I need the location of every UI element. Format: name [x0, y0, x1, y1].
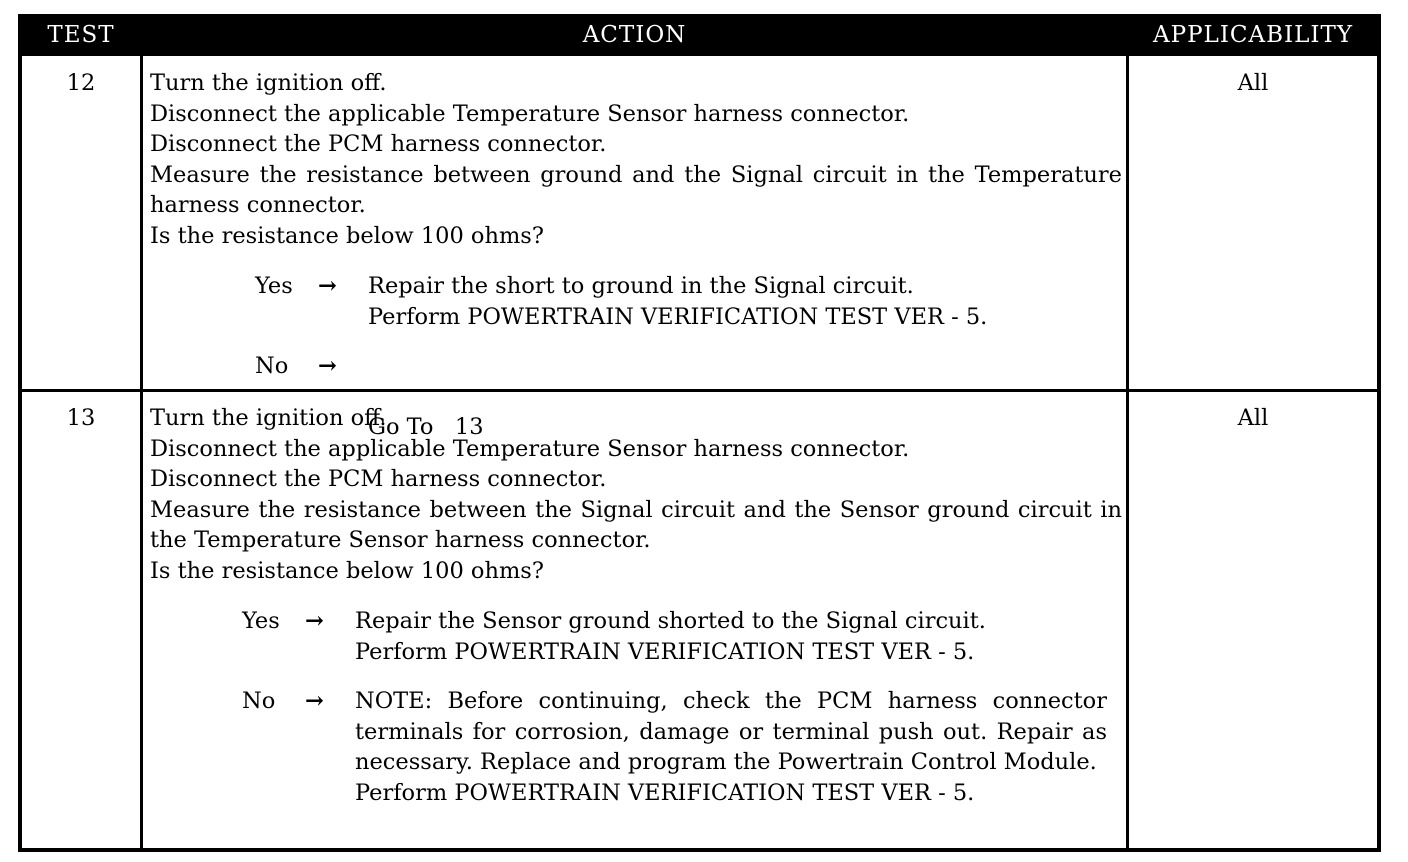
test-number-12: 12: [66, 70, 96, 96]
action-line: Is the resistance below 100 ohms?: [150, 222, 544, 249]
yes-response-12: [255, 271, 1035, 333]
no-label: No: [242, 688, 276, 714]
arrow-right-icon: →: [318, 273, 337, 299]
response-line: Perform POWERTRAIN VERIFICATION TEST VER - 5.: [355, 779, 975, 806]
header-action: ACTION: [582, 22, 687, 48]
arrow-right-icon: →: [305, 688, 324, 714]
action-line: Measure the resistance between the Signal circuit and the Sensor ground circuit in: [150, 496, 1122, 523]
action-line: Turn the ignition off.: [150, 70, 387, 96]
arrow-right-icon: →: [318, 353, 337, 379]
response-line: Go To 13: [368, 414, 484, 440]
action-line: Disconnect the PCM harness connector.: [150, 466, 607, 492]
action-text-13: [150, 403, 1122, 586]
applicability-12: All: [1237, 70, 1269, 96]
action-line: Measure the resistance between ground and the Signal circuit in the Temperature: [150, 161, 1122, 188]
action-line: Turn the ignition off.: [150, 405, 387, 431]
table-header: [22, 18, 1377, 56]
column-divider-test: [140, 56, 143, 848]
yes-label: Yes: [242, 608, 280, 634]
arrow-right-icon: →: [305, 608, 324, 634]
no-label: No: [255, 353, 289, 379]
action-text-12: [150, 68, 1122, 251]
no-response-13: [242, 686, 1122, 810]
no-response-text: [355, 686, 1107, 808]
yes-label: Yes: [255, 273, 293, 299]
response-line: Perform POWERTRAIN VERIFICATION TEST VER - 5.: [355, 638, 975, 665]
action-line: harness connector.: [150, 192, 366, 218]
response-line: Perform POWERTRAIN VERIFICATION TEST VER - 5.: [368, 303, 988, 330]
action-line: Disconnect the applicable Temperature Sensor harness connector.: [150, 435, 910, 462]
action-line: Disconnect the PCM harness connector.: [150, 131, 607, 157]
action-line: the Temperature Sensor harness connector.: [150, 527, 651, 553]
column-divider-action: [1126, 56, 1129, 848]
diagnostic-test-table: [18, 14, 1381, 852]
response-line: necessary. Replace and program the Powertrain Control Module.: [355, 749, 1097, 775]
row-divider: [22, 389, 1377, 392]
header-applicability: APPLICABILITY: [1153, 22, 1353, 48]
header-test: TEST: [47, 22, 115, 48]
action-line: Disconnect the applicable Temperature Sensor harness connector.: [150, 100, 910, 127]
response-line: Repair the Sensor ground shorted to the Signal circuit.: [355, 608, 986, 634]
yes-response-text: [355, 606, 986, 667]
response-line: Repair the short to ground in the Signal circuit.: [368, 273, 914, 299]
action-line: Is the resistance below 100 ohms?: [150, 557, 544, 584]
response-line: terminals for corrosion, damage or terminal push out. Repair as: [355, 718, 1107, 745]
yes-response-13: [242, 606, 1062, 668]
response-line: NOTE: Before continuing, check the PCM harness connector: [355, 688, 1107, 714]
test-number-13: 13: [66, 405, 96, 431]
applicability-13: All: [1237, 405, 1269, 431]
yes-response-text: [368, 271, 987, 332]
